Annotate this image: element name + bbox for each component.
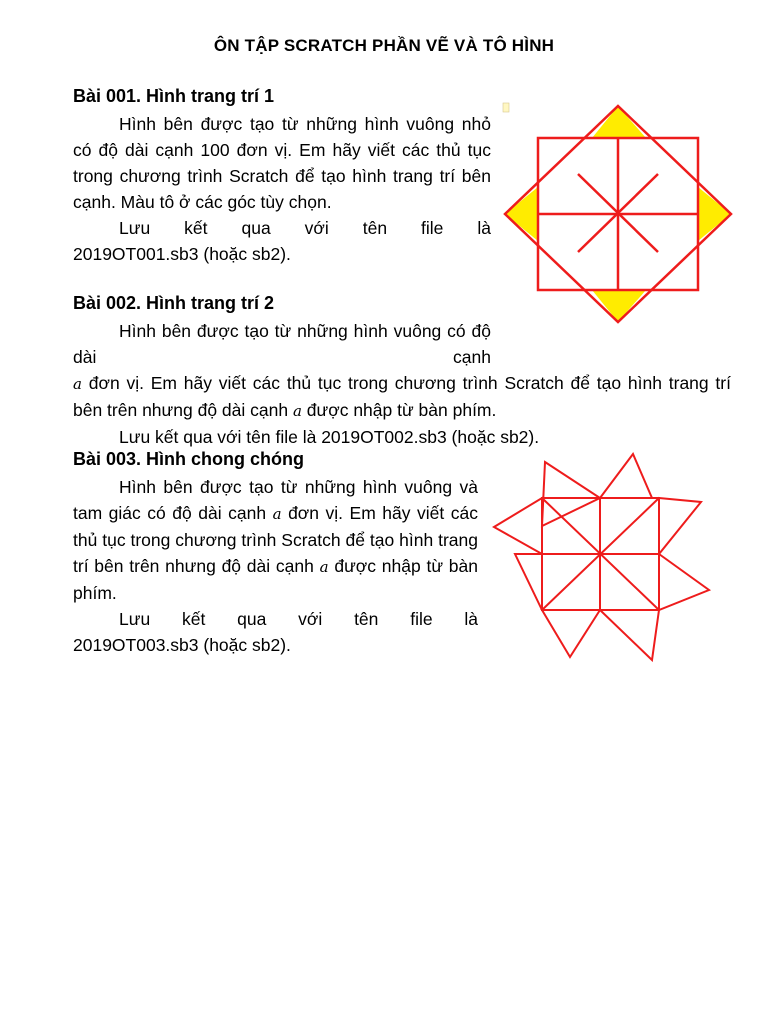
exercise-3-figure: [490, 450, 720, 665]
corner-triangle-right: [698, 187, 731, 241]
exercise-2-text-1: Hình bên được tạo từ những hình vuông có độ dài cạnh: [73, 321, 491, 367]
exercise-3-text-3: được nhập từ bàn phím.: [73, 556, 478, 603]
corner-triangle-left: [505, 187, 538, 241]
exercise-1-paragraph: Hình bên được tạo từ những hình vuông nhỏ có độ dài cạnh 100 đơn vị. Em hãy viết các thủ tục trong chương trình Scratch để tạo hình trang trí bên cạnh. Màu tô ở các góc tùy chọn.: [73, 114, 491, 212]
exercise-3-text-1: Hình bên được tạo từ những hình vuông và tam giác có độ dài cạnh: [73, 477, 478, 523]
blade-5: [600, 610, 659, 660]
exercise-2-text-2: đơn vị. Em hãy viết các thủ tục trong chương trình Scratch để tạo hình trang trí bên trên nhưng độ dài cạnh: [73, 373, 731, 420]
exercise-3-heading: Bài 003. Hình chong chóng: [73, 449, 305, 469]
figure-lines: [505, 106, 731, 322]
blade-4: [659, 554, 709, 610]
exercise-1-body: [73, 111, 491, 267]
exercise-2-save-line: Lưu kết qua với tên file là 2019OT002.sb3 (hoặc sb2).: [119, 427, 540, 447]
blade-2: [600, 454, 652, 498]
exercise-2-text-3: được nhập từ bàn phím.: [306, 400, 497, 420]
exercise-2-variable: a: [73, 375, 82, 393]
corner-mark: [503, 103, 509, 112]
exercise-2-body: [73, 318, 731, 450]
exercise-3-save-prefix: Lưu kết qua với tên file là: [119, 609, 478, 629]
blade-7: [515, 554, 542, 610]
blade-6: [542, 610, 600, 657]
exercise-2-variable-2: a: [292, 402, 302, 420]
exercise-1-heading: Bài 001. Hình trang trí 1: [73, 86, 275, 106]
exercise-3-body: [73, 474, 478, 658]
exercise-1-save-prefix: Lưu kết qua với tên file là: [119, 218, 491, 238]
exercise-3-variable: a: [272, 505, 282, 523]
page-title: ÔN TẬP SCRATCH PHẦN VẼ VÀ TÔ HÌNH: [213, 36, 555, 55]
blade-3: [659, 498, 701, 554]
exercise-3-save-file: 2019OT003.sb3 (hoặc sb2).: [73, 635, 291, 655]
exercise-2-heading: Bài 002. Hình trang trí 2: [73, 293, 275, 313]
exercise-1-figure: [500, 100, 740, 330]
pinwheel-lines: [494, 454, 709, 660]
exercise-3-variable-2: a: [319, 558, 329, 576]
exercise-3-text-2: đơn vị. Em hãy viết các thủ tục trong chương trình Scratch để tạo hình trang trí bên trên nhưng độ dài cạnh: [73, 503, 478, 576]
blade-1: [542, 462, 600, 526]
exercise-1-save-file: 2019OT001.sb3 (hoặc sb2).: [73, 244, 291, 264]
blade-8: [494, 498, 542, 554]
